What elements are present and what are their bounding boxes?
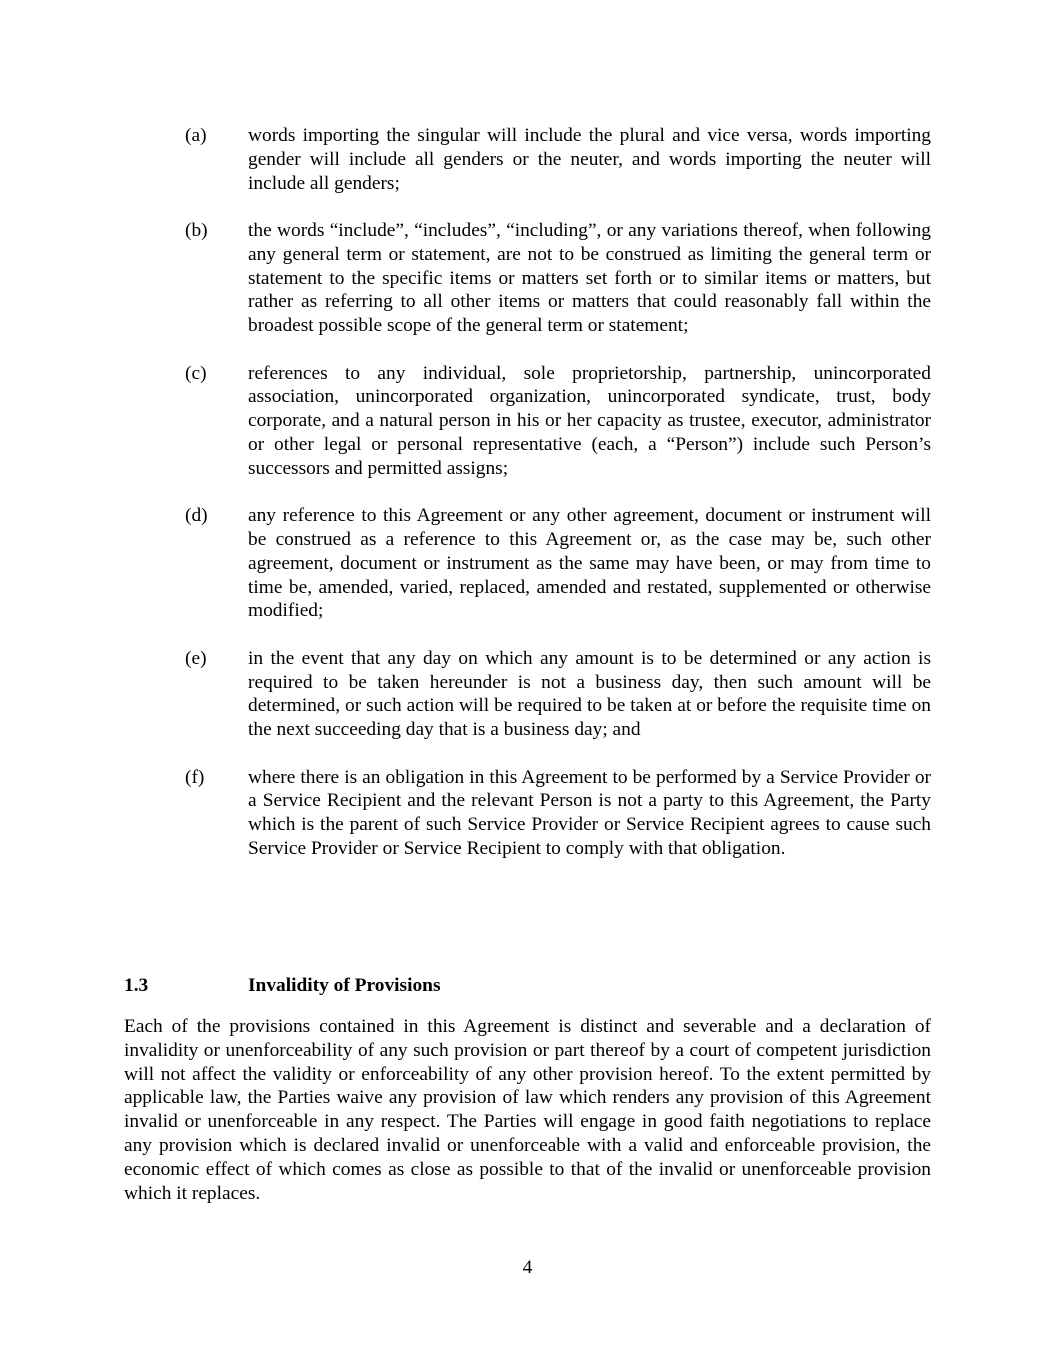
clause-d: [124, 504, 931, 623]
clause-label: (d): [185, 505, 208, 527]
interpretation-clauses-list: [124, 124, 931, 884]
page-number: 4: [522, 1257, 533, 1278]
clause-c: [124, 362, 931, 481]
clause-text: where there is an obligation in this Agreement to be performed by a Service Provider or a Service Recipient and the relevant Person is not a party to this Agreement, the Party which is the parent of such Service Provider or Service Recipient agrees to cause such Service Provider or Service Recipient to comply with that obligation.: [248, 766, 931, 859]
clause-text: in the event that any day on which any amount is to be determined or any action is required to be taken hereunder is not a business day, then such amount will be determined, or such action will be required to be taken at or before the requisite time on the next succeeding day that is a business day; and: [248, 647, 931, 741]
clause-text: any reference to this Agreement or any other agreement, document or instrument will be construed as a reference to this Agreement or, as the case may be, such other agreement, document or instrument as the same may have been, or may from time to time be, amended, varied, replaced, amended and restated, supplemented or otherwise modified;: [248, 505, 931, 622]
clause-text: the words “include”, “includes”, “including”, or any variations thereof, when following any general term or statement, are not to be construed as limiting the general term or statement to the specific items or matters set forth or to similar items or matters, but rather as referring to all other items or matters that could reasonably fall within the broadest possible scope of the general term or statement;: [248, 219, 931, 337]
clause-label: (b): [185, 219, 208, 241]
clause-e: [124, 647, 931, 742]
clause-label: (e): [185, 647, 207, 669]
section-title: Invalidity of Provisions: [248, 975, 441, 996]
clause-text: words importing the singular will include the plural and vice versa, words importing gender will include all genders or the neuter, and words importing the neuter will include all genders;: [248, 125, 931, 194]
clause-text: references to any individual, sole proprietorship, partnership, unincorporated association, unincorporated organization, unincorporated syndicate, trust, body corporate, and a natural person in his or her capacity as trustee, executor, administrator or other legal or personal representative (each, a “Person”) include such Person’s successors and permitted assigns;: [248, 362, 931, 479]
clause-label: (c): [185, 362, 207, 384]
section-heading: [124, 974, 931, 998]
clause-a: [124, 124, 931, 195]
clause-label: (a): [185, 125, 207, 146]
clause-label: (f): [185, 766, 205, 788]
clause-f: [124, 766, 931, 861]
section-number: 1.3: [124, 975, 149, 996]
section-body-paragraph: Each of the provisions contained in this Agreement is distinct and severable and a declaration of invalidity or unenforceability of any such provision or part thereof by a court of competent jurisdiction will not affect the validity or enforceability of any other provision hereof. To the extent permitted by applicable law, the Parties waive any provision of law which renders any provision of this Agreement invalid or unenforceable in any respect. The Parties will engage in good faith negotiations to replace any provision which is declared invalid or unenforceable with a valid and enforceable provision, the economic effect of which comes as close as possible to that of the invalid or unenforceable provision which it replaces.: [124, 1016, 931, 1204]
clause-b: [124, 219, 931, 338]
